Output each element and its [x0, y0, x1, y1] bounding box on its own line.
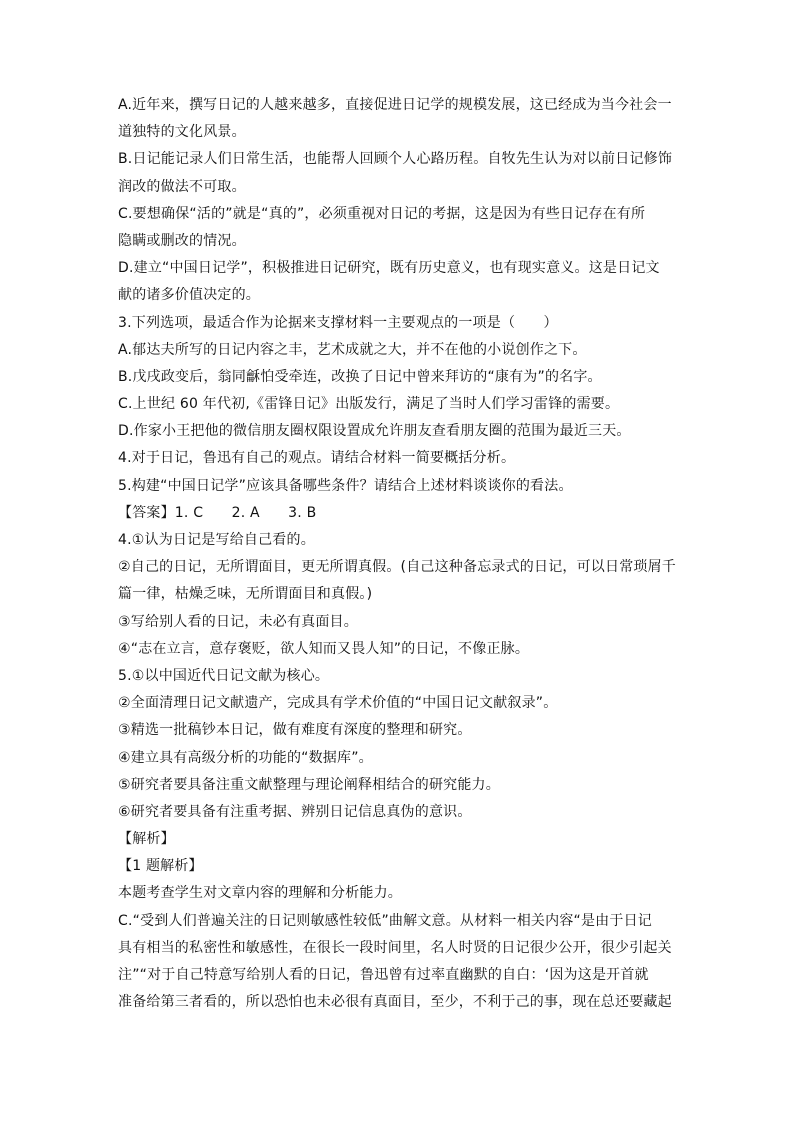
answer-5-point-6: ⑥研究者要具备有注重考据、辨别日记信息真伪的意识。 [118, 803, 472, 820]
answer-4-point-1: 4.①认为日记是写给自己看的。 [118, 532, 315, 548]
document-body [118, 92, 678, 1016]
question-3: 3.下列选项，最适合作为论据来支撑材料一主要观点的一项是（ ） [118, 314, 558, 331]
question-3-option-a: A.郁达夫所写的日记内容之丰，艺术成就之大，并不在他的小说创作之下。 [118, 341, 587, 358]
option-a-line-1: A.近年来，撰写日记的人越来越多，直接促进日记学的规模发展，这已经成为当今社会一 [118, 97, 672, 113]
analysis-intro: 本题考查学生对文章内容的理解和分析能力。 [118, 885, 402, 902]
option-b-line-1: B.日记能记录人们日常生活，也能帮人回顾个人心路历程。自牧先生认为对以前日记修饰 [118, 151, 673, 168]
option-a-line-2: 道独特的文化风景。 [118, 124, 246, 141]
option-d-line-2: 献的诸多价值决定的。 [118, 287, 260, 304]
answer-5-point-3: ③精选一批稿钞本日记，做有难度有深度的整理和研究。 [118, 722, 472, 739]
analysis-paragraph-line-1: C.“受到人们普遍关注的日记则敏感性较低”曲解文意。从材料一相关内容“是由于日记 [118, 912, 652, 929]
answer-4-point-2-line-2: 篇一律，枯燥乏味，无所谓面目和真假。) [118, 586, 373, 603]
answer-5-point-5: ⑤研究者要具备注重文献整理与理论阐释相结合的研究能力。 [118, 776, 500, 793]
answer-5-point-2: ②全面清理日记文献遗产，完成具有学术价值的“中国日记文献叙录”。 [118, 695, 558, 712]
analysis-paragraph-line-2: 具有相当的私密性和敏感性，在很长一段时间里，名人时贤的日记很少公开，很少引起关 [118, 939, 672, 956]
option-c-line-2: 隐瞒或删改的情况。 [118, 232, 246, 249]
option-b-line-2: 润改的做法不可取。 [118, 178, 246, 195]
analysis-heading: 【解析】 [118, 831, 175, 848]
answer-4-point-2-line-1: ②自己的日记，无所谓面目，更无所谓真假。(自己这种备忘录式的日记，可以日常琐屑千 [118, 559, 677, 576]
answer-5-point-4: ④建立具有高级分析的功能的“数据库”。 [118, 749, 373, 766]
option-d-line-1: D.建立“中国日记学”，积极推进日记研究，既有历史意义，也有现实意义。这是日记文 [118, 260, 660, 277]
analysis-paragraph-line-4: 准备给第三者看的，所以恐怕也未必很有真面目，至少，不利于己的事，现在总还要藏起 [118, 994, 672, 1011]
question-3-option-d: D.作家小王把他的微信朋友圈权限设置成允许朋友查看朋友圈的范围为最近三天。 [118, 423, 631, 440]
answer-4-point-4: ④“志在立言，意存褒贬，欲人知而又畏人知”的日记，不像正脉。 [118, 640, 530, 657]
question-5: 5.构建“中国日记学”应该具备哪些条件？请结合上述材料谈谈你的看法。 [118, 477, 573, 494]
question-3-option-b: B.戊戌政变后，翁同龢怕受牵连，改换了日记中曾来拜访的“康有为”的名字。 [118, 368, 602, 385]
answer-5-point-1: 5.①以中国近代日记文献为核心。 [118, 667, 330, 684]
answer-heading: 【答案】1. C 2. A 3. B [118, 504, 317, 521]
question-3-option-c: C.上世纪 60 年代初,《雷锋日记》出版发行，满足了当时人们学习雷锋的需要。 [118, 396, 620, 413]
question-4: 4.对于日记，鲁迅有自己的观点。请结合材料一简要概括分析。 [118, 450, 516, 467]
option-c-line-1: C.要想确保“活的”就是“真的”，必须重视对日记的考据，这是因为有些日记存在有所 [118, 205, 646, 222]
analysis-paragraph-line-3: 注”“对于自己特意写给别人看的日记，鲁迅曾有过率直幽默的自白：‘因为这是开首就 [118, 967, 649, 983]
answer-4-point-3: ③写给别人看的日记，未必有真面目。 [118, 613, 358, 630]
question-1-analysis-heading: 【1 题解析】 [118, 858, 203, 875]
